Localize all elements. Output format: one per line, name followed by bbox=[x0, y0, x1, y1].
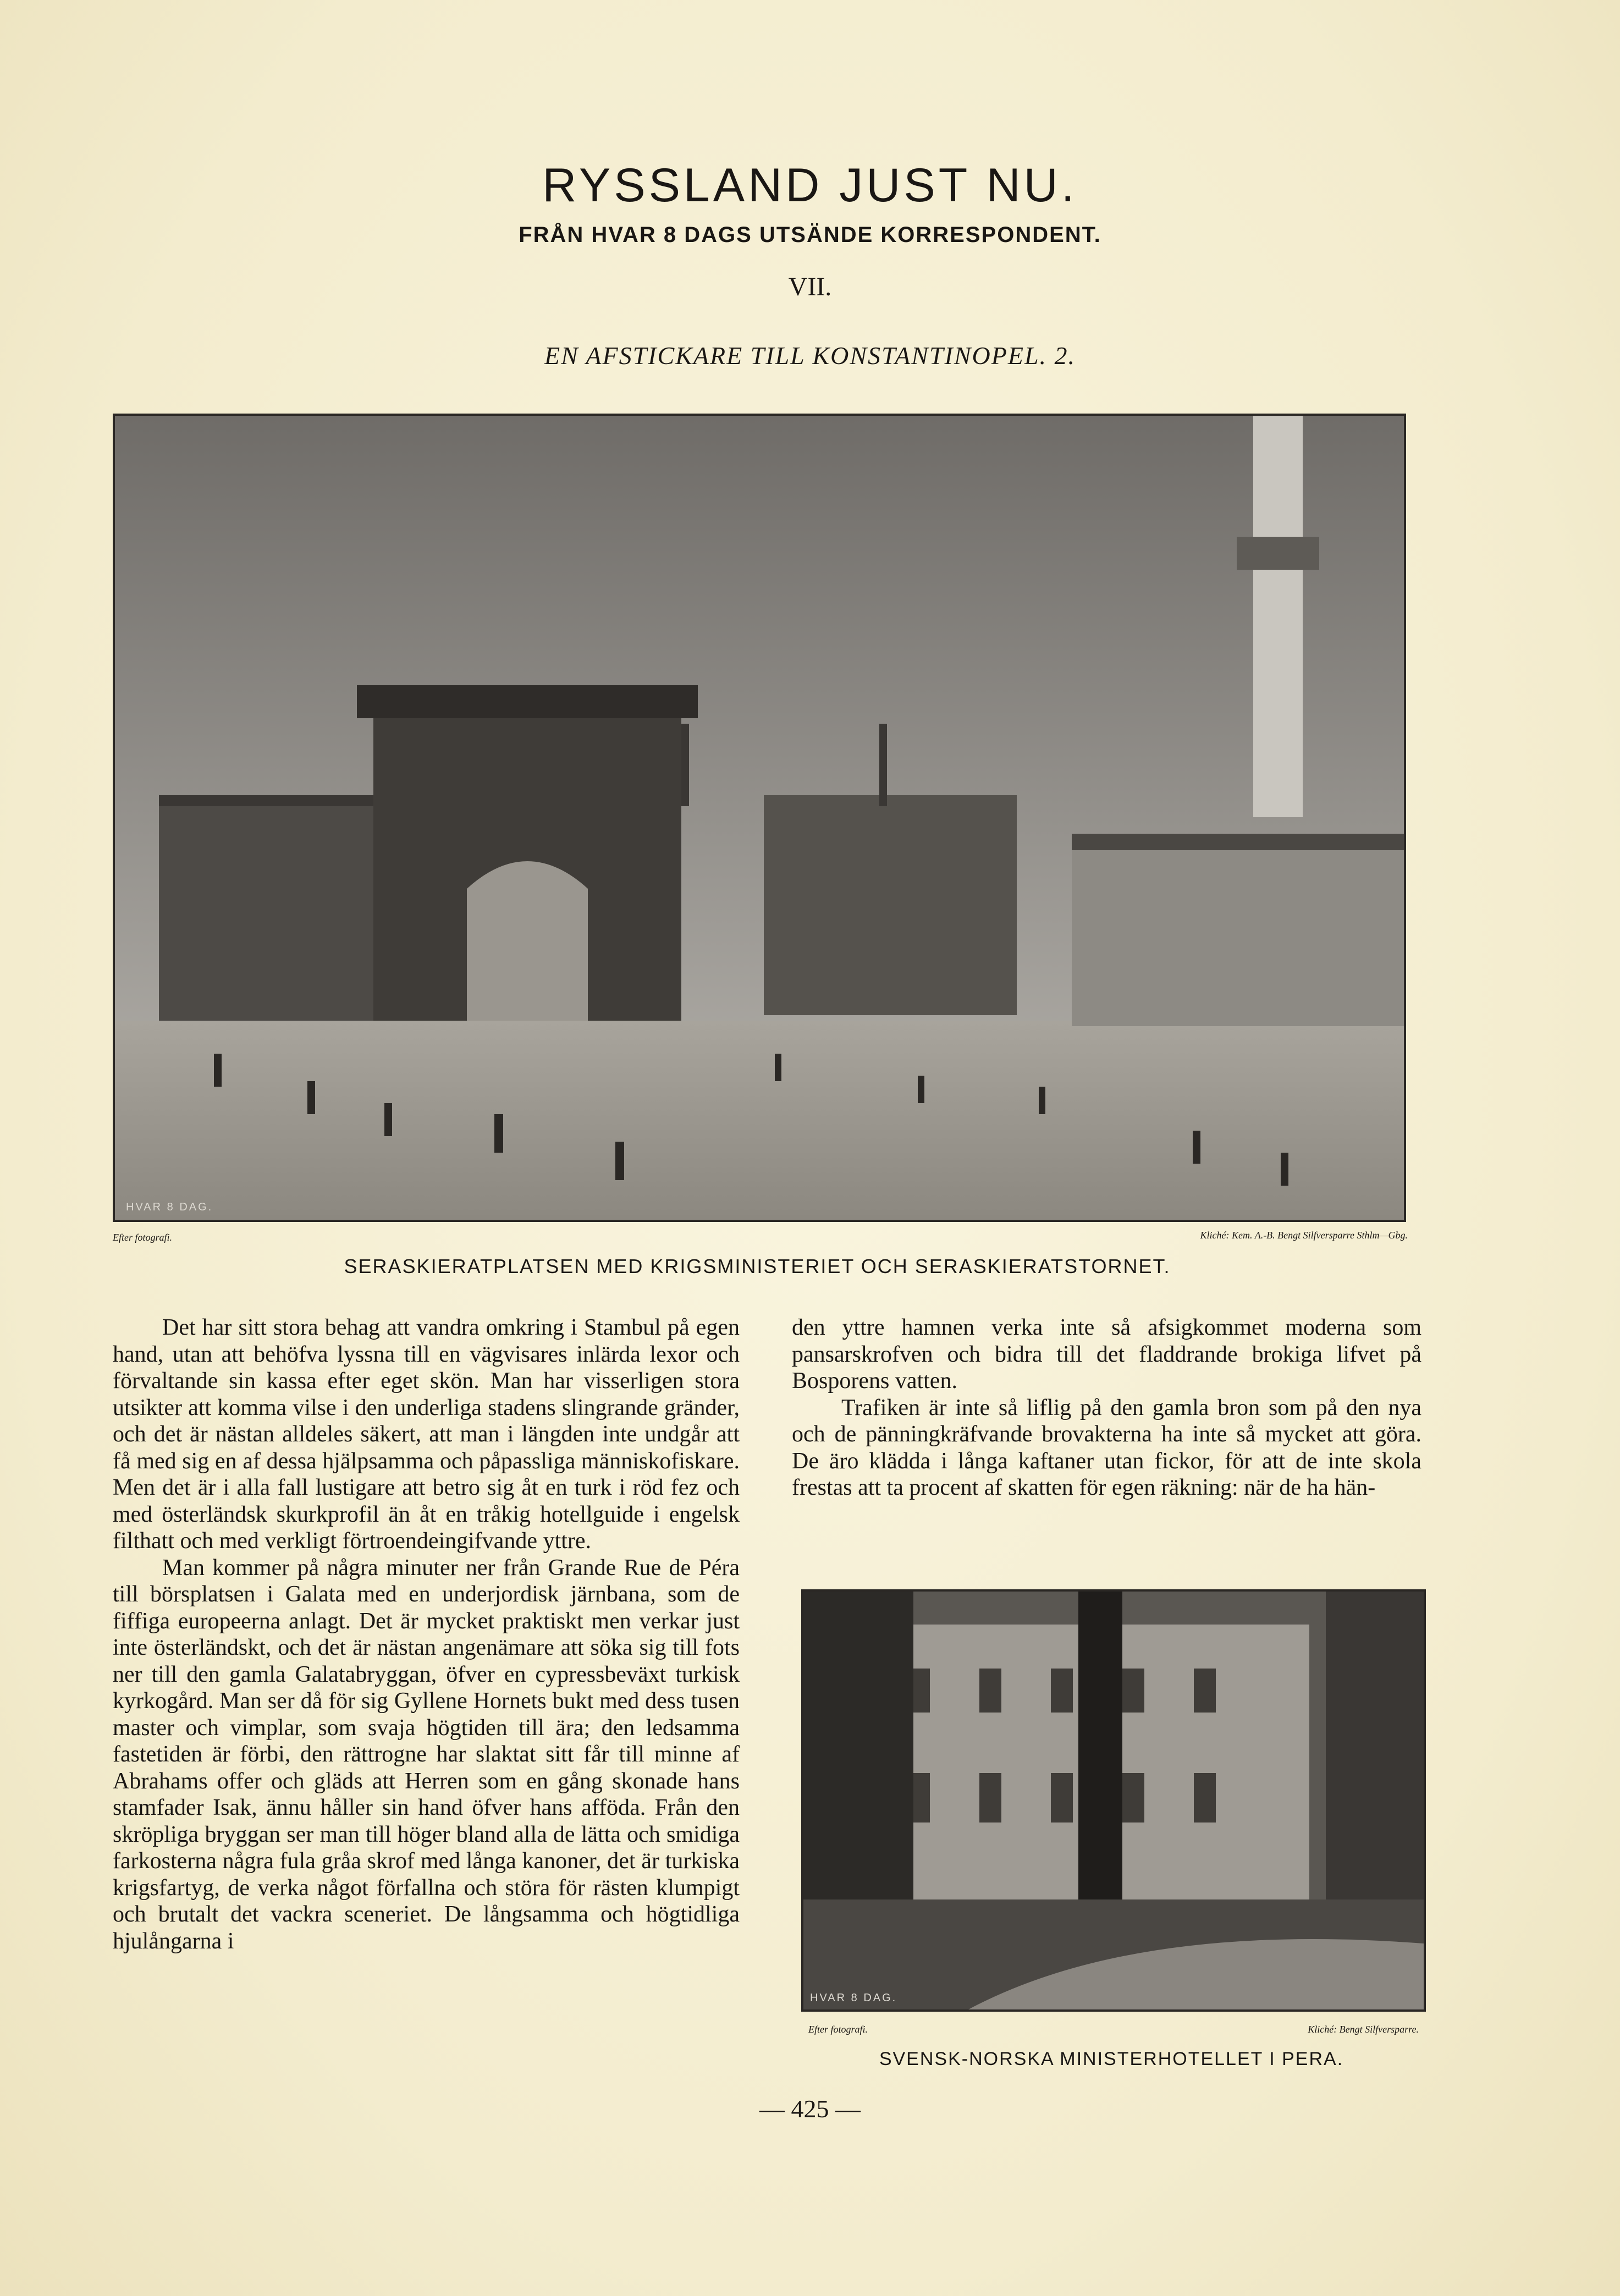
right-paragraph-2: Trafiken är inte så liflig på den gamla bron som på den nya och de pänningkräfvande brovakterna ha inte så mycket att göra. De äro klädda i långa kaftaner utan fickor, för att de inte skola frestas att ta procent af skatten för egen räkning: när de ha hän- bbox=[792, 1395, 1421, 1500]
right-paragraph-1: den yttre hamnen verka inte så afsigkommet moderna som pansarskrofven och bidra till det fladdrande brokiga lifvet på Bosporens vatten. bbox=[792, 1315, 1421, 1394]
article-right-column bbox=[792, 1314, 1421, 1501]
figure2-caption: SVENSK-NORSKA MINISTERHOTELLET I PERA. bbox=[879, 2049, 1344, 2069]
figure1-caption: SERASKIERATPLATSEN MED KRIGSMINISTERIET OCH SERASKIERATSTORNET. bbox=[344, 1255, 1171, 1278]
page-number: — 425 — bbox=[759, 2095, 861, 2123]
part-number: VII. bbox=[788, 272, 832, 301]
article-subtitle: FRÅN HVAR 8 DAGS UTSÄNDE KORRESPONDENT. bbox=[519, 223, 1101, 247]
figure1-credit-left: Efter fotografi. bbox=[113, 1232, 172, 1243]
section-title: EN AFSTICKARE TILL KONSTANTINOPEL. 2. bbox=[544, 342, 1076, 370]
article-title: RYSSLAND JUST NU. bbox=[542, 159, 1078, 212]
photo-seraskierat-square bbox=[113, 414, 1406, 1222]
figure2-credit-right: Kliché: Bengt Silfversparre. bbox=[1308, 2024, 1419, 2035]
photo-seraskierat-drawing bbox=[115, 416, 1404, 1220]
photo-minister-hotel bbox=[801, 1589, 1426, 2012]
figure1-credit-right: Kliché: Kem. A.-B. Bengt Silfversparre Sthlm—Gbg. bbox=[1200, 1230, 1408, 1241]
figure2-credit-left: Efter fotografi. bbox=[808, 2024, 868, 2035]
photo-stamp-1: HVAR 8 DAG. bbox=[126, 1201, 213, 1213]
article-left-column bbox=[113, 1314, 740, 1954]
left-paragraph-2: Man kommer på några minuter ner från Grande Rue de Péra till börsplatsen i Galata med en underjordisk järnbana, som de fiffiga europeerna anlagt. Det är mycket praktiskt men verkar just inte österländskt, och det är nästan angenämare att söka sig till fots ner till den gamla Galatabryggan, öfver en cypressbeväxt turkisk kyrkogård. Man ser då för sig Gyllene Hornets bukt med dess tusen master och vimplar, som svaja högtiden till ära; den ledsamma fastetiden är förbi, den rättrogne har slaktat sitt får till minne af Abrahams offer och gläds att Herren som en gång skonade hans stamfader Isak, ännu håller sin hand öfver hans afföda. Från den skröpliga bryggan ser man till höger bland alla de lätta och smidiga farkosterna några fula gråa skrof med långa kanoner, det är turkiska krigsfartyg, de verka något förfallna och störa för rästen klumpigt och brutalt det vackra sceneriet. De långsamma och högtidliga hjulångarna i bbox=[113, 1555, 740, 1954]
left-paragraph-1: Det har sitt stora behag att vandra omkring i Stambul på egen hand, utan att behöfva lyssna till en vägvisares inlärda lexor och förvaltande sin kassa efter eget skön. Man har visserligen stora utsikter att komma vilse i den underliga stadens slingrande gränder, och det är nästan alldeles säkert, att man i längden inte undgår att få med sig en af dessa hjälpsamma och påpassliga människofiskare. Men det är i alla fall lustigare att betro sig åt en turk i röd fez och med österländsk skurkprofil än åt en tråkig hotellguide i engelsk filthatt och med verkligt förtroendeingifvande yttre. bbox=[113, 1315, 740, 1554]
photo-stamp-2: HVAR 8 DAG. bbox=[810, 1992, 897, 2004]
photo-minister-hotel-drawing bbox=[803, 1592, 1424, 2009]
